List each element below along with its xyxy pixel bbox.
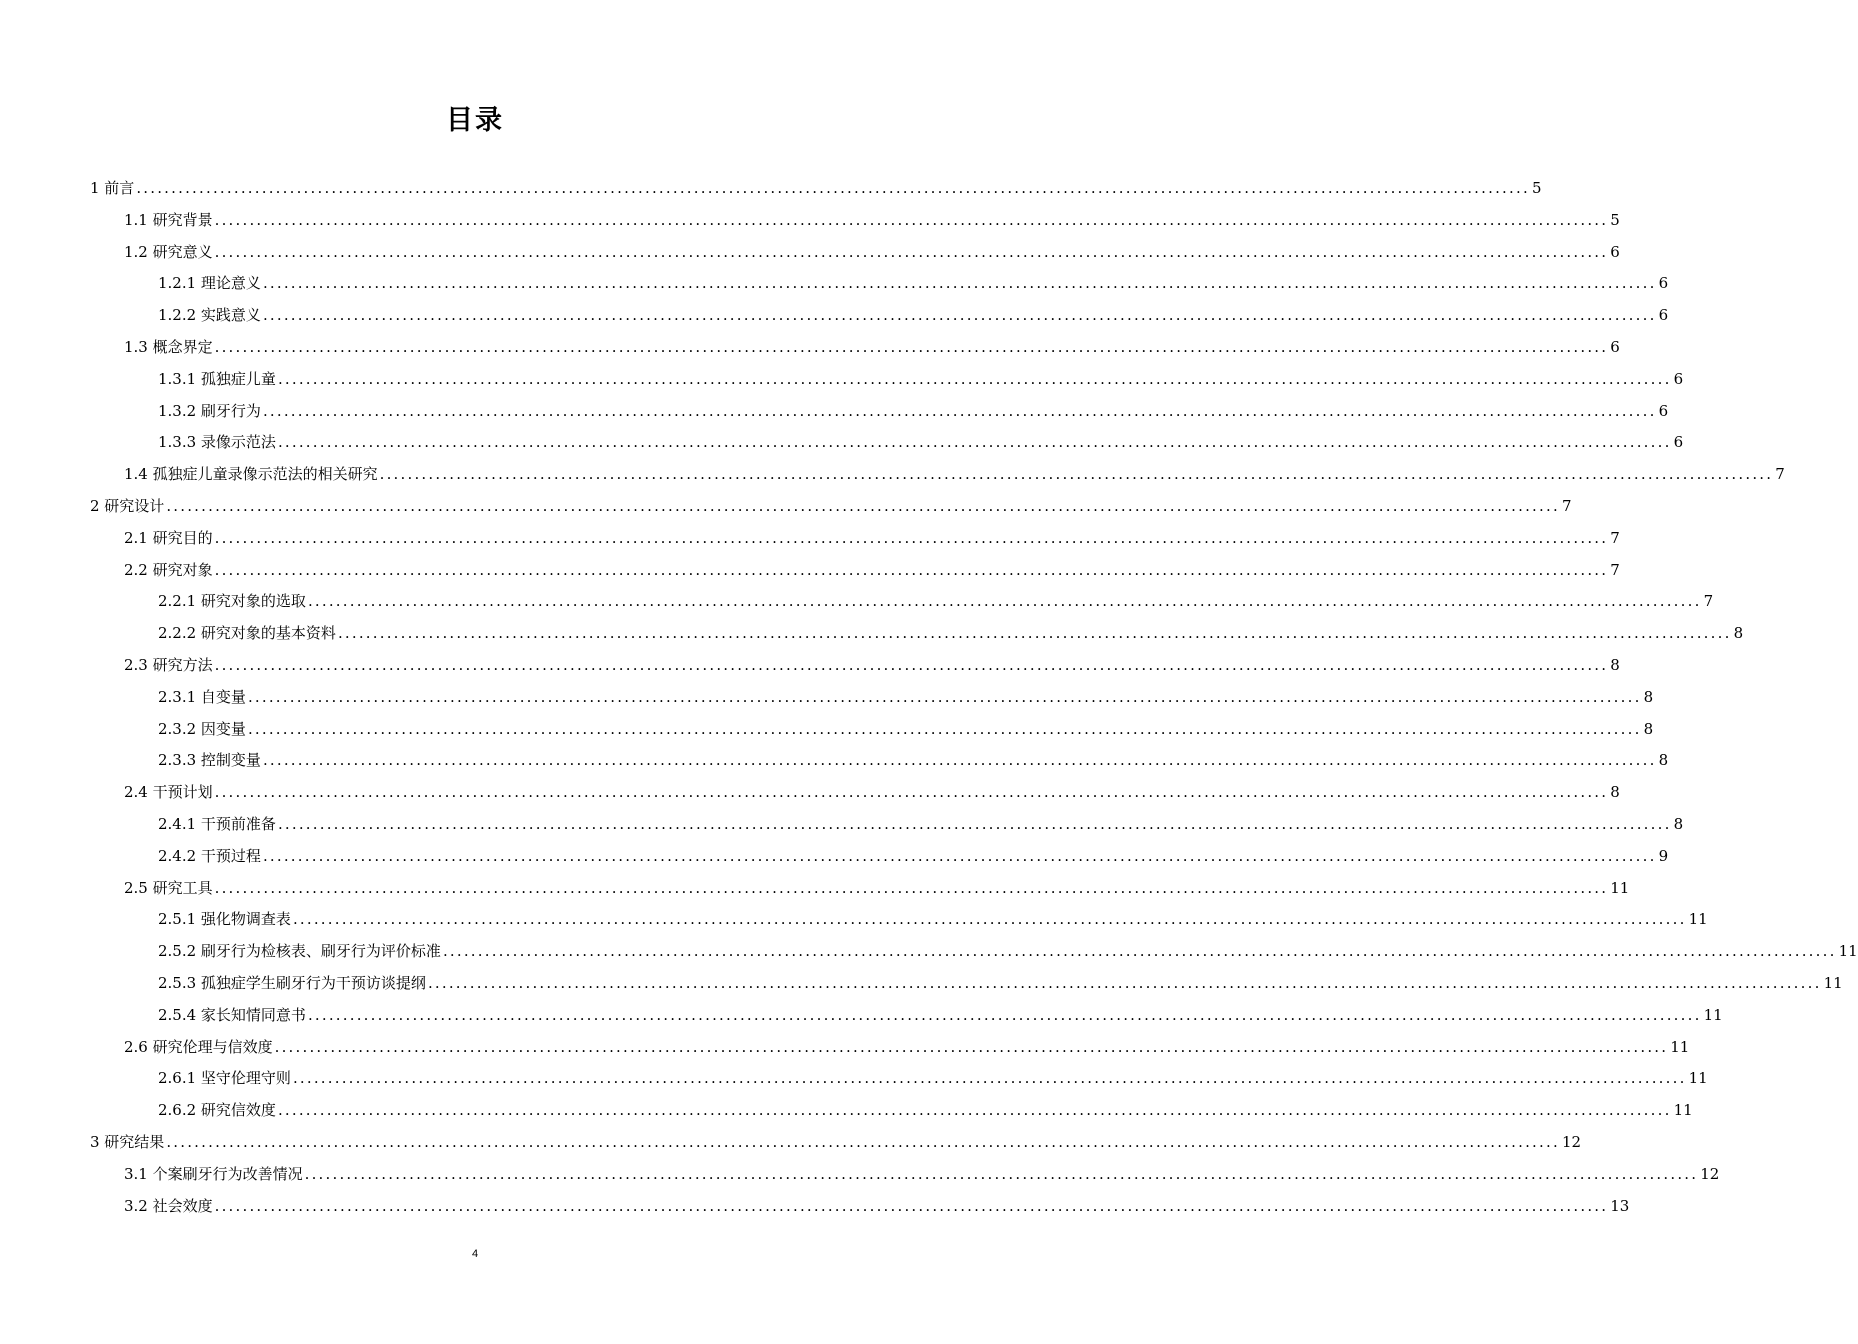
toc-entry[interactable]	[158, 428, 1684, 456]
toc-entry[interactable]	[158, 969, 1843, 997]
toc-entry-label: 2.5.3 孤独症学生刷牙行为干预访谈提纲	[158, 974, 426, 992]
toc-entry-label: 2.5.1 强化物调查表	[158, 910, 291, 928]
toc-entry[interactable]	[158, 1096, 1693, 1124]
toc-entry-label: 2.3.3 控制变量	[158, 751, 261, 769]
toc-dot-leader: ........................................................................................................................................................................................................	[442, 942, 1837, 960]
toc-entry-page-number: 6	[1658, 306, 1669, 324]
toc-entry-page-number: 8	[1643, 720, 1654, 738]
toc-entry[interactable]	[158, 746, 1669, 774]
toc-entry-page-number: 5	[1531, 179, 1542, 197]
toc-dot-leader: ........................................................................................................................................................................................................	[136, 179, 1530, 197]
toc-entry-label: 1.3.1 孤独症儿童	[158, 370, 276, 388]
toc-dot-leader: ........................................................................................................................................................................................................	[247, 688, 1642, 706]
toc-entry-page-number: 11	[1673, 1101, 1693, 1119]
toc-dot-leader: ........................................................................................................................................................................................................	[427, 974, 1822, 992]
toc-entry-page-number: 7	[1703, 592, 1714, 610]
toc-entry-page-number: 7	[1610, 529, 1620, 547]
toc-entry[interactable]	[158, 683, 1654, 711]
toc-entry-label: 3.1 个案刷牙行为改善情况	[124, 1165, 303, 1183]
toc-entry[interactable]	[158, 1001, 1723, 1029]
toc-entry-label: 2.6.2 研究信效度	[158, 1101, 276, 1119]
toc-entry-page-number: 11	[1688, 910, 1708, 928]
toc-dot-leader: ........................................................................................................................................................................................................	[166, 1133, 1560, 1151]
toc-entry-label: 2.4 干预计划	[124, 783, 213, 801]
toc-entry-page-number: 6	[1673, 433, 1684, 451]
toc-entry-page-number: 6	[1610, 338, 1620, 356]
toc-dot-leader: ........................................................................................................................................................................................................	[214, 211, 1609, 229]
toc-entry-page-number: 6	[1658, 402, 1669, 420]
toc-dot-leader: ........................................................................................................................................................................................................	[262, 402, 1657, 420]
toc-dot-leader: ........................................................................................................................................................................................................	[304, 1165, 1699, 1183]
toc-entry-page-number: 8	[1610, 656, 1620, 674]
toc-entry-label: 1.4 孤独症儿童录像示范法的相关研究	[124, 465, 378, 483]
toc-dot-leader: ........................................................................................................................................................................................................	[292, 1069, 1687, 1087]
toc-entry[interactable]	[124, 651, 1620, 679]
toc-entry[interactable]	[158, 1064, 1708, 1092]
toc-dot-leader: ........................................................................................................................................................................................................	[307, 592, 1702, 610]
toc-entry[interactable]	[124, 333, 1620, 361]
toc-dot-leader: ........................................................................................................................................................................................................	[274, 1038, 1669, 1056]
toc-entry[interactable]	[124, 874, 1630, 902]
toc-dot-leader: ........................................................................................................................................................................................................	[214, 561, 1609, 579]
toc-entry[interactable]	[158, 397, 1669, 425]
toc-entry-page-number: 8	[1610, 783, 1620, 801]
toc-entry-page-number: 6	[1673, 370, 1684, 388]
toc-entry[interactable]	[124, 460, 1785, 488]
toc-entry-label: 2.5 研究工具	[124, 879, 213, 897]
toc-entry-page-number: 8	[1733, 624, 1744, 642]
toc-dot-leader: ........................................................................................................................................................................................................	[262, 847, 1657, 865]
toc-entry[interactable]	[158, 905, 1708, 933]
toc-dot-leader: ........................................................................................................................................................................................................	[262, 751, 1657, 769]
toc-entry-label: 1.3 概念界定	[124, 338, 213, 356]
toc-dot-leader: ........................................................................................................................................................................................................	[277, 815, 1672, 833]
toc-entry[interactable]	[124, 778, 1620, 806]
toc-entry-page-number: 6	[1610, 243, 1620, 261]
toc-entry-page-number: 8	[1658, 751, 1669, 769]
page-number: 4	[471, 1248, 479, 1260]
toc-entry-page-number: 11	[1703, 1006, 1723, 1024]
toc-entry[interactable]	[158, 810, 1684, 838]
toc-entry-page-number: 11	[1823, 974, 1843, 992]
toc-entry-page-number: 13	[1610, 1197, 1630, 1215]
toc-entry[interactable]	[124, 1192, 1630, 1220]
toc-entry-page-number: 7	[1775, 465, 1785, 483]
toc-entry[interactable]	[124, 1160, 1720, 1188]
toc-dot-leader: ........................................................................................................................................................................................................	[214, 783, 1609, 801]
toc-entry[interactable]	[90, 492, 1572, 520]
toc-entry-page-number: 9	[1658, 847, 1669, 865]
toc-entry-label: 2.4.2 干预过程	[158, 847, 261, 865]
toc-dot-leader: ........................................................................................................................................................................................................	[247, 720, 1642, 738]
toc-entry[interactable]	[158, 269, 1669, 297]
toc-dot-leader: ........................................................................................................................................................................................................	[292, 910, 1687, 928]
toc-dot-leader: ........................................................................................................................................................................................................	[214, 338, 1609, 356]
toc-entry-page-number: 8	[1673, 815, 1684, 833]
toc-entry[interactable]	[158, 365, 1684, 393]
toc-entry-label: 1.3.3 录像示范法	[158, 433, 276, 451]
toc-dot-leader: ........................................................................................................................................................................................................	[214, 1197, 1609, 1215]
toc-entry-label: 2.6.1 坚守伦理守则	[158, 1069, 291, 1087]
toc-entry-page-number: 6	[1658, 274, 1669, 292]
toc-entry-label: 2.3.2 因变量	[158, 720, 246, 738]
toc-entry-page-number: 11	[1838, 942, 1858, 960]
toc-entry-label: 1.2.2 实践意义	[158, 306, 261, 324]
toc-entry[interactable]	[124, 556, 1620, 584]
toc-dot-leader: ........................................................................................................................................................................................................	[214, 656, 1609, 674]
toc-dot-leader: ........................................................................................................................................................................................................	[277, 370, 1672, 388]
toc-entry[interactable]	[124, 1033, 1690, 1061]
toc-entry[interactable]	[124, 238, 1620, 266]
toc-entry-label: 2.1 研究目的	[124, 529, 213, 547]
toc-dot-leader: ........................................................................................................................................................................................................	[262, 274, 1657, 292]
toc-entry-page-number: 7	[1561, 497, 1572, 515]
toc-dot-leader: ........................................................................................................................................................................................................	[379, 465, 1774, 483]
toc-entry-label: 2.6 研究伦理与信效度	[124, 1038, 273, 1056]
toc-entry-label: 2.4.1 干预前准备	[158, 815, 276, 833]
toc-entry[interactable]	[158, 619, 1744, 647]
toc-entry-label: 2.3 研究方法	[124, 656, 213, 674]
toc-entry-label: 1 前言	[90, 179, 135, 197]
toc-entry-label: 1.2.1 理论意义	[158, 274, 261, 292]
toc-entry-label: 2.2.1 研究对象的选取	[158, 592, 306, 610]
toc-entry-page-number: 11	[1610, 879, 1630, 897]
toc-entry-label: 2.2.2 研究对象的基本资料	[158, 624, 336, 642]
toc-entry[interactable]	[158, 842, 1669, 870]
toc-entry-label: 3.2 社会效度	[124, 1197, 213, 1215]
toc-dot-leader: ........................................................................................................................................................................................................	[214, 879, 1609, 897]
toc-entry-label: 2.3.1 自变量	[158, 688, 246, 706]
toc-entry-page-number: 11	[1670, 1038, 1690, 1056]
toc-dot-leader: ........................................................................................................................................................................................................	[277, 1101, 1672, 1119]
toc-entry[interactable]	[124, 206, 1620, 234]
toc-entry-page-number: 8	[1643, 688, 1654, 706]
toc-entry[interactable]	[158, 937, 1858, 965]
toc-entry[interactable]	[158, 715, 1654, 743]
toc-entry-label: 2.5.2 刷牙行为检核表、刷牙行为评价标准	[158, 942, 441, 960]
toc-entry[interactable]	[158, 301, 1669, 329]
toc-dot-leader: ........................................................................................................................................................................................................	[214, 529, 1609, 547]
toc-entry-label: 1.1 研究背景	[124, 211, 213, 229]
toc-entry-page-number: 5	[1610, 211, 1620, 229]
toc-entry-label: 3 研究结果	[90, 1133, 165, 1151]
toc-entry-label: 1.2 研究意义	[124, 243, 213, 261]
toc-entry-label: 1.3.2 刷牙行为	[158, 402, 261, 420]
toc-entry-page-number: 12	[1700, 1165, 1720, 1183]
toc-entry[interactable]	[124, 524, 1620, 552]
page-title: 目录	[446, 105, 504, 136]
toc-dot-leader: ........................................................................................................................................................................................................	[262, 306, 1657, 324]
toc-entry-page-number: 11	[1688, 1069, 1708, 1087]
toc-dot-leader: ........................................................................................................................................................................................................	[337, 624, 1732, 642]
toc-dot-leader: ........................................................................................................................................................................................................	[277, 433, 1672, 451]
toc-entry[interactable]	[90, 1128, 1582, 1156]
toc-entry[interactable]	[90, 174, 1542, 202]
toc-entry-page-number: 7	[1610, 561, 1620, 579]
toc-entry-label: 2.2 研究对象	[124, 561, 213, 579]
toc-entry[interactable]	[158, 587, 1714, 615]
toc-entry-label: 2.5.4 家长知情同意书	[158, 1006, 306, 1024]
toc-entry-label: 2 研究设计	[90, 497, 165, 515]
toc-dot-leader: ........................................................................................................................................................................................................	[307, 1006, 1702, 1024]
toc-dot-leader: ........................................................................................................................................................................................................	[166, 497, 1560, 515]
toc-entry-page-number: 12	[1561, 1133, 1582, 1151]
toc-dot-leader: ........................................................................................................................................................................................................	[214, 243, 1609, 261]
